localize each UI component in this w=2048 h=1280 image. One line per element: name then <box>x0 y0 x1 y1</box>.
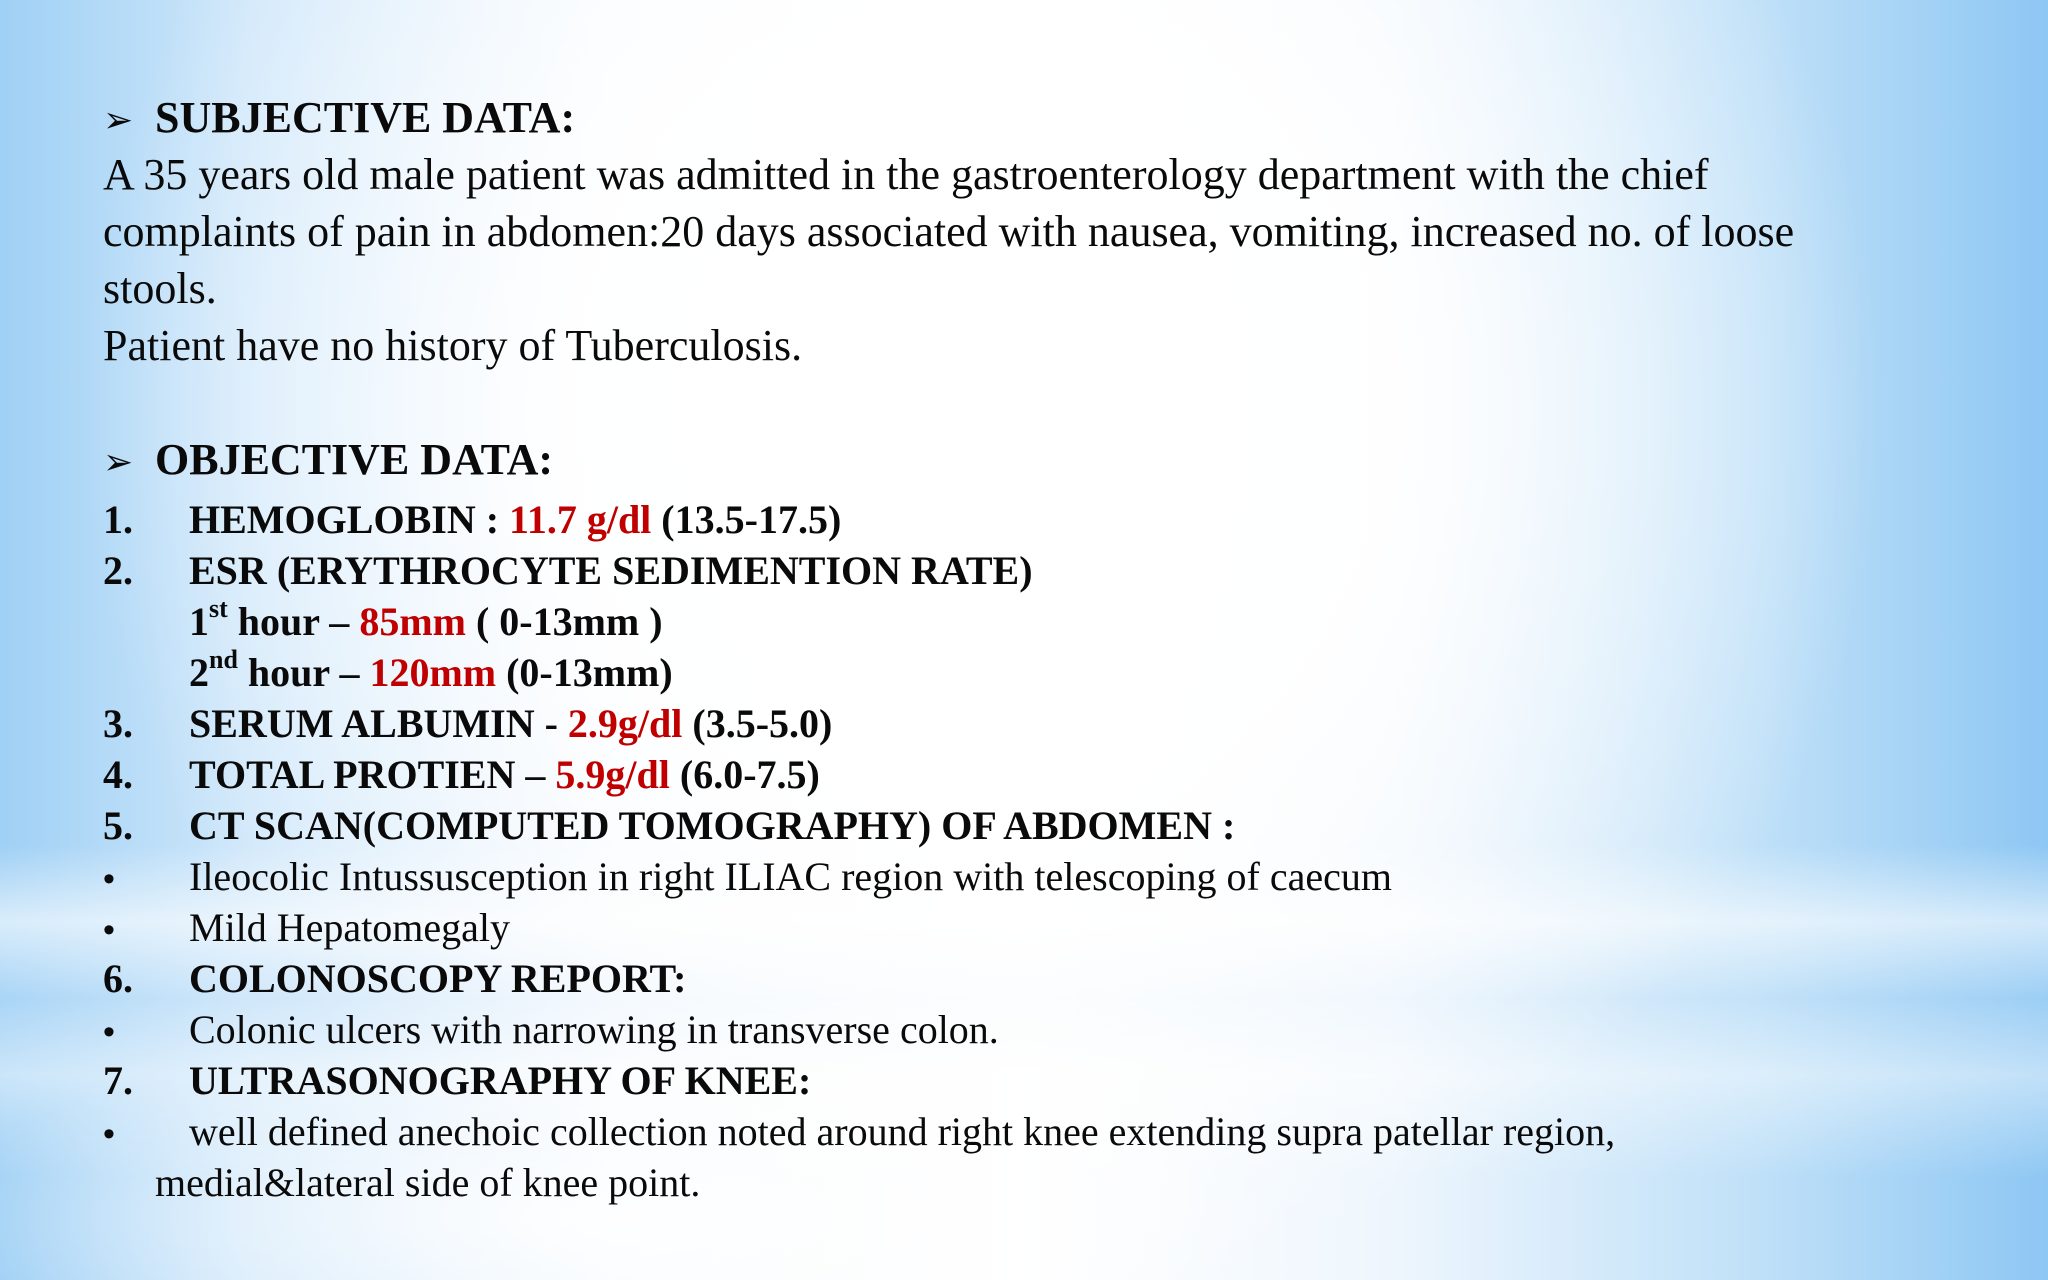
esr-label: hour – <box>227 599 360 644</box>
item-value: 11.7 g/dl <box>509 497 652 542</box>
objective-heading <box>103 434 553 485</box>
item-number: 4. <box>103 752 133 797</box>
bullet-text: Colonic ulcers with narrowing in transverse colon. <box>189 1007 999 1052</box>
item-number: 5. <box>103 803 133 848</box>
ordinal-suffix: nd <box>209 644 238 674</box>
item-number: 7. <box>103 1058 133 1103</box>
item-number: 3. <box>103 701 133 746</box>
bullet-item <box>103 853 1392 900</box>
item-label: COLONOSCOPY REPORT: <box>189 956 687 1001</box>
esr-value: 120mm <box>369 650 497 695</box>
esr-value: 85mm <box>359 599 466 644</box>
subjective-paragraph-line: complaints of pain in abdomen:20 days associated with nausea, vomiting, increased no. of loose <box>103 207 1795 256</box>
item-label: ESR (ERYTHROCYTE SEDIMENTION RATE) <box>189 548 1033 593</box>
item-range: (6.0-7.5) <box>669 752 820 797</box>
esr-first-hour <box>103 593 663 645</box>
bullet-dot-icon: • <box>103 1115 115 1153</box>
bullet-dot-icon: • <box>103 1013 115 1051</box>
bullet-text: Ileocolic Intussusception in right ILIAC region with telescoping of caecum <box>189 854 1393 899</box>
bullet-item <box>103 1006 999 1053</box>
subjective-heading <box>103 92 575 143</box>
list-item-serum-albumin <box>103 700 832 747</box>
esr-range: ( 0-13mm ) <box>465 599 663 644</box>
bullet-item <box>103 1108 1615 1155</box>
subjective-history-line: Patient have no history of Tuberculosis. <box>103 321 803 370</box>
list-item-hemoglobin <box>103 496 841 543</box>
item-value: 2.9g/dl <box>567 701 683 746</box>
item-label: ULTRASONOGRAPHY OF KNEE: <box>189 1058 812 1103</box>
item-number: 1. <box>103 497 133 542</box>
esr-range: (0-13mm) <box>496 650 673 695</box>
bullet-dot-icon: • <box>103 860 115 898</box>
subjective-paragraph-line: stools. <box>103 264 217 313</box>
esr-label: hour – <box>237 650 370 695</box>
list-item-total-protein <box>103 751 820 798</box>
bullet-dot-icon: • <box>103 911 115 949</box>
item-range: (3.5-5.0) <box>682 701 833 746</box>
subjective-paragraph-line: A 35 years old male patient was admitted in the gastroenterology department with the chief <box>103 150 1709 199</box>
item-label: CT SCAN(COMPUTED TOMOGRAPHY) OF ABDOMEN : <box>189 803 1236 848</box>
arrow-bullet-icon: ➢ <box>103 100 134 141</box>
ordinal-suffix: st <box>209 593 228 623</box>
bullet-text: well defined anechoic collection noted around right knee extending supra patellar region, <box>189 1109 1616 1154</box>
bullet-text: Mild Hepatomegaly <box>189 905 511 950</box>
item-label: SERUM ALBUMIN - <box>189 701 568 746</box>
item-range: (13.5-17.5) <box>651 497 842 542</box>
arrow-bullet-icon: ➢ <box>103 442 134 483</box>
item-label: HEMOGLOBIN : <box>189 497 510 542</box>
bullet-continuation: medial&lateral side of knee point. <box>155 1160 701 1205</box>
list-item-esr <box>103 547 1033 594</box>
subjective-heading-text: SUBJECTIVE DATA: <box>155 93 576 142</box>
bullet-item <box>103 904 510 951</box>
item-value: 5.9g/dl <box>555 752 670 797</box>
item-number: 2. <box>103 548 133 593</box>
esr-second-hour <box>103 644 673 696</box>
list-item-colonoscopy <box>103 955 687 1002</box>
ordinal-number: 2 <box>189 650 209 695</box>
item-label: TOTAL PROTIEN – <box>189 752 556 797</box>
objective-heading-text: OBJECTIVE DATA: <box>155 435 554 484</box>
list-item-ct-scan <box>103 802 1235 849</box>
item-number: 6. <box>103 956 133 1001</box>
list-item-ultrasonography <box>103 1057 811 1104</box>
ordinal-number: 1 <box>189 599 209 644</box>
